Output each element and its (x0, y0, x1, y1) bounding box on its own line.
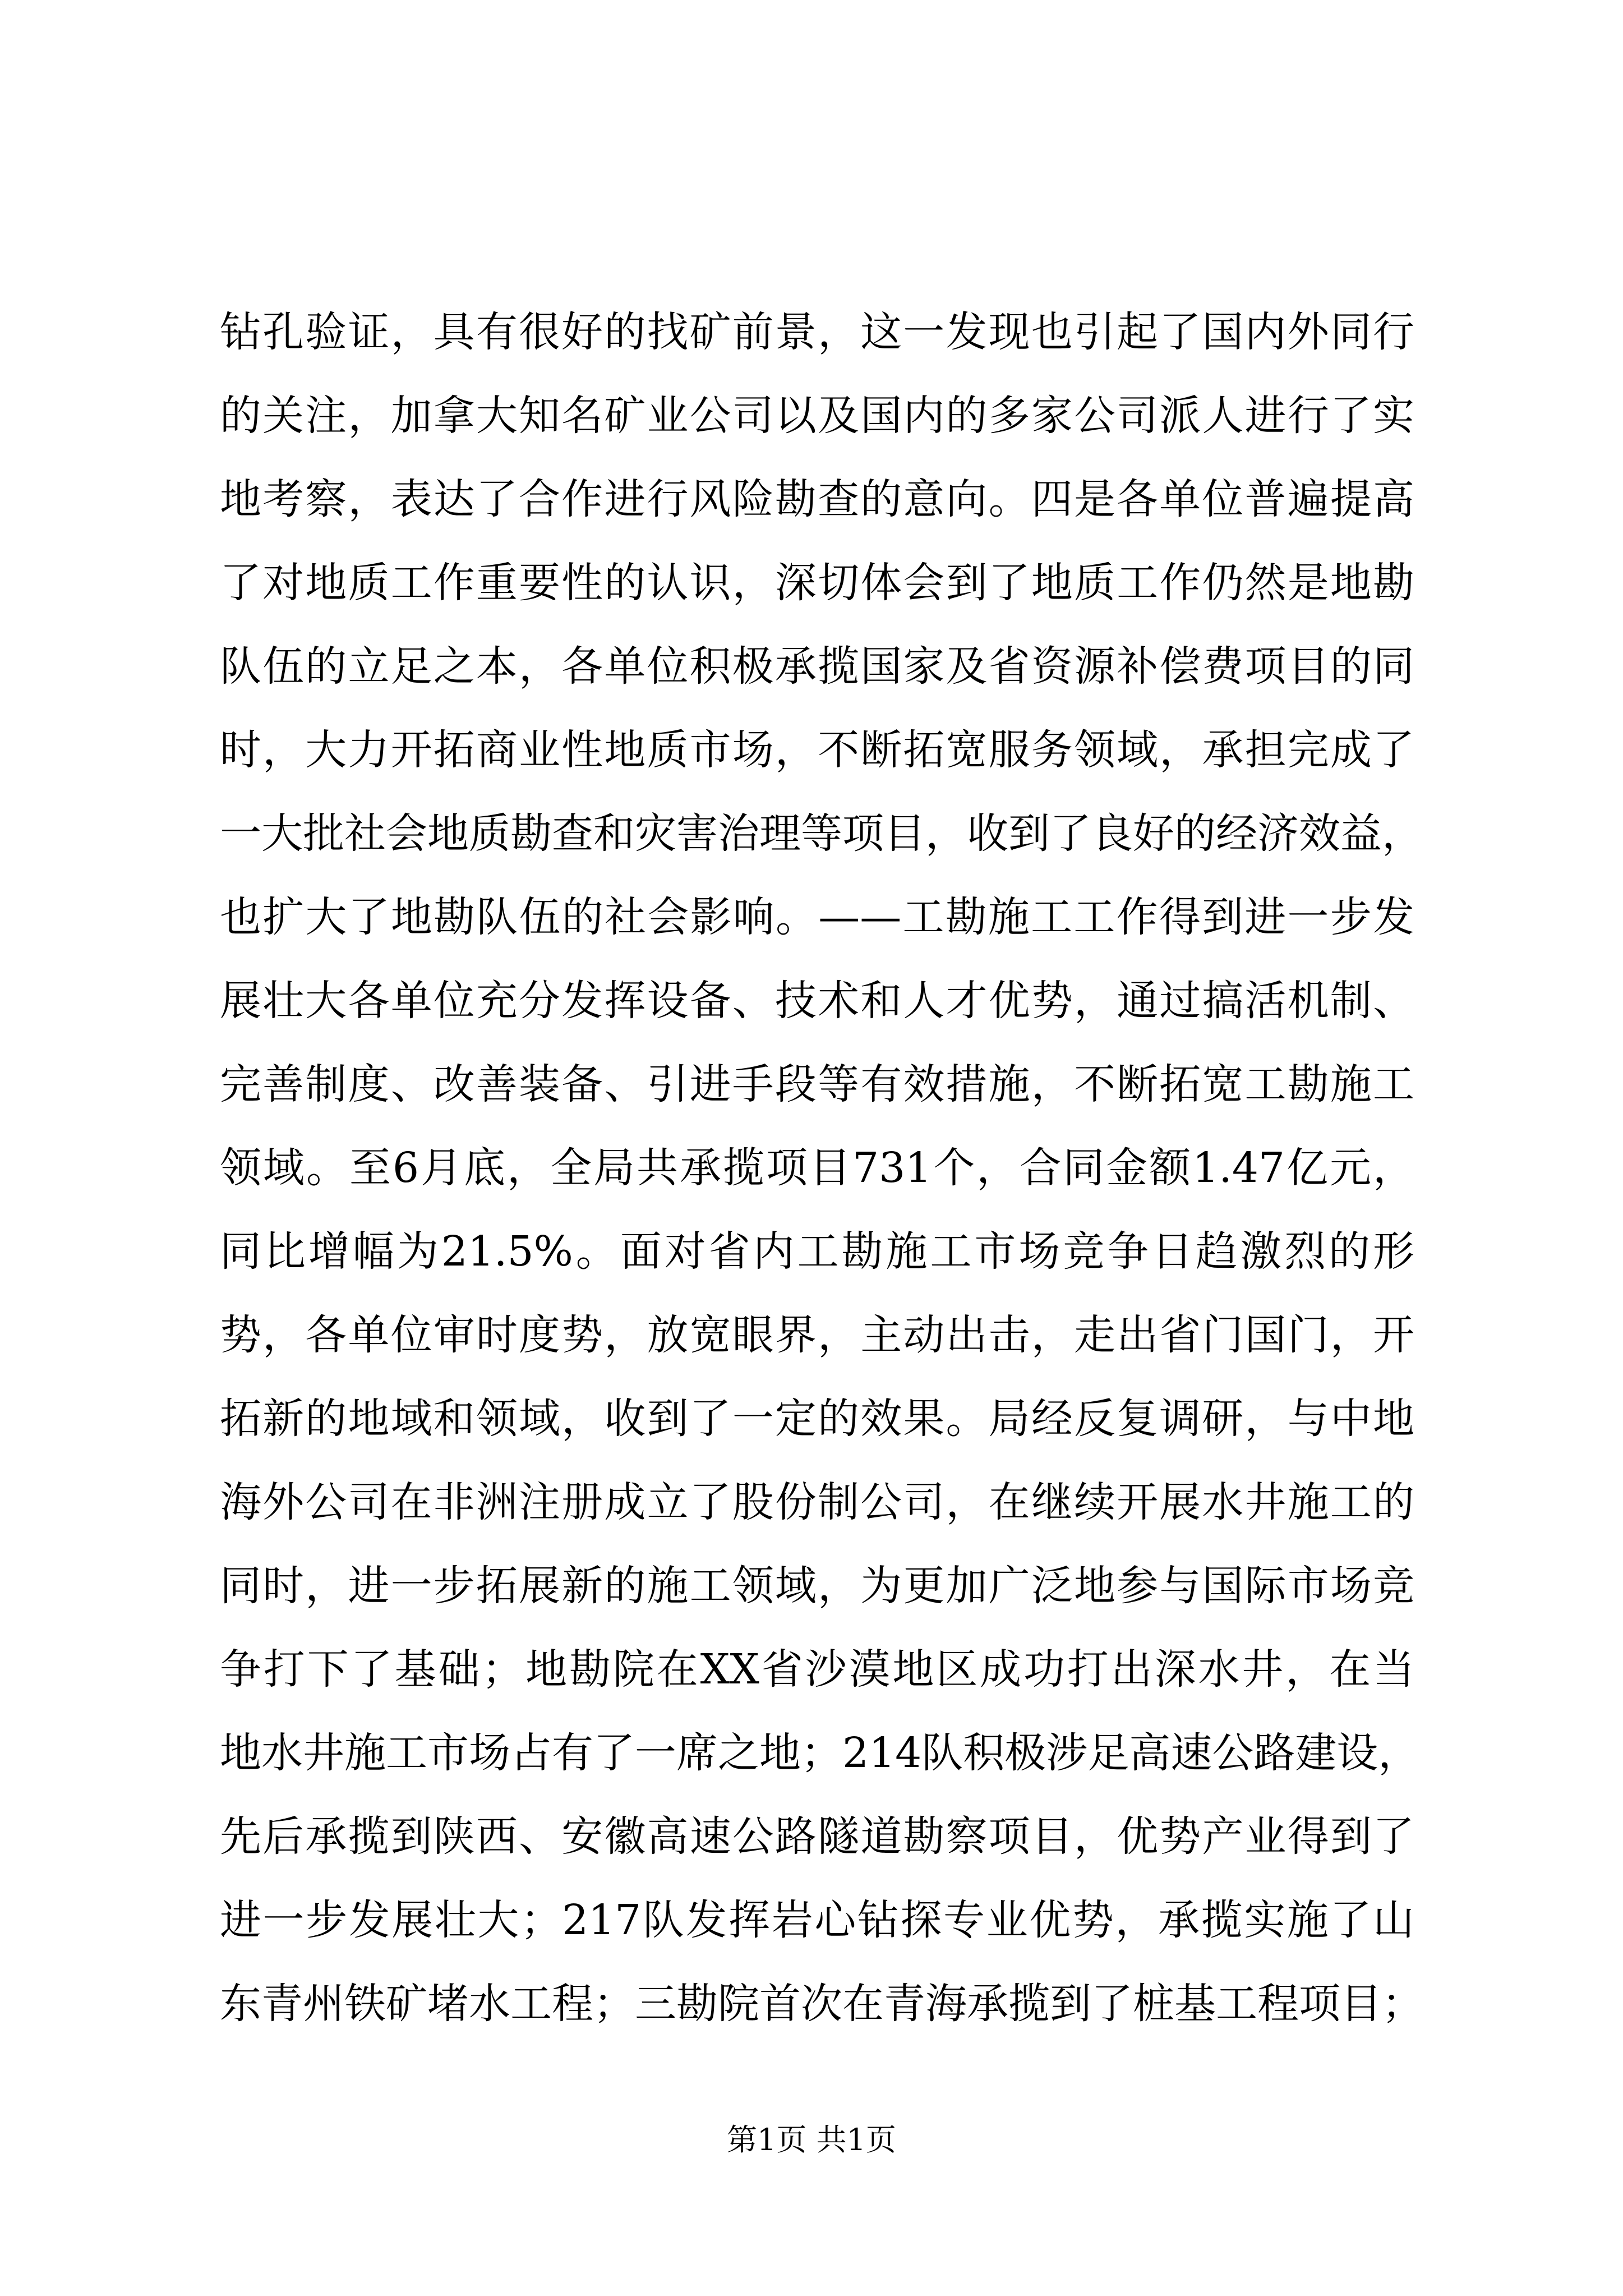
text-line-2: 的关注，加拿大知名矿业公司以及国内的多家公司派人进行了实 (220, 392, 1414, 440)
body-text (220, 291, 1423, 2046)
text-line-6: 时，大力开拓商业性地质市场，不断拓宽服务领域，承担完成了 (220, 726, 1414, 774)
text-line-12: 同比增幅为21.5%。面对省内工勘施工市场竞争日趋激烈的形 (220, 1227, 1414, 1276)
text-line-5: 队伍的立足之本，各单位积极承揽国家及省资源补偿费项目的同 (220, 642, 1414, 691)
text-line-1: 钻孔验证，具有很好的找矿前景，这一发现也引起了国内外同行 (220, 308, 1414, 356)
text-line-7: 一大批社会地质勘查和灾害治理等项目，收到了良好的经济效益， (220, 809, 1423, 858)
text-line-8: 也扩大了地勘队伍的社会影响。——工勘施工工作得到进一步发 (220, 893, 1414, 941)
text-line-14: 拓新的地域和领域，收到了一定的效果。局经反复调研，与中地 (220, 1395, 1414, 1443)
text-line-19: 先后承揽到陕西、安徽高速公路隧道勘察项目，优势产业得到了 (220, 1812, 1414, 1861)
text-line-18: 地水井施工市场占有了一席之地；214队积极涉足高速公路建设， (220, 1729, 1420, 1777)
text-line-3: 地考察，表达了合作进行风险勘查的意向。四是各单位普遍提高 (220, 475, 1414, 523)
text-line-15: 海外公司在非洲注册成立了股份制公司，在继续开展水井施工的 (220, 1478, 1414, 1526)
text-line-13: 势，各单位审时度势，放宽眼界，主动出击，走出省门国门，开 (220, 1311, 1414, 1359)
text-line-9: 展壮大各单位充分发挥设备、技术和人才优势，通过搞活机制、 (220, 977, 1414, 1025)
page-footer (0, 2120, 1623, 2160)
text-line-16: 同时，进一步拓展新的施工领域，为更加广泛地参与国际市场竞 (220, 1562, 1414, 1610)
text-line-4: 了对地质工作重要性的认识，深切体会到了地质工作仍然是地勘 (220, 559, 1414, 607)
page-number-label: 第1页 共1页 (727, 2122, 896, 2157)
text-line-20: 进一步发展壮大；217队发挥岩心钻探专业优势，承揽实施了山 (220, 1896, 1414, 1944)
text-line-10: 完善制度、改善装备、引进手段等有效措施，不断拓宽工勘施工 (220, 1060, 1414, 1108)
text-line-21: 东青州铁矿堵水工程；三勘院首次在青海承揽到了桩基工程项目； (220, 1980, 1423, 2028)
text-line-11: 领域。至6月底，全局共承揽项目731个，合同金额1.47亿元， (220, 1144, 1414, 1192)
text-line-17: 争打下了基础；地勘院在XX省沙漠地区成功打出深水井，在当 (220, 1645, 1414, 1694)
